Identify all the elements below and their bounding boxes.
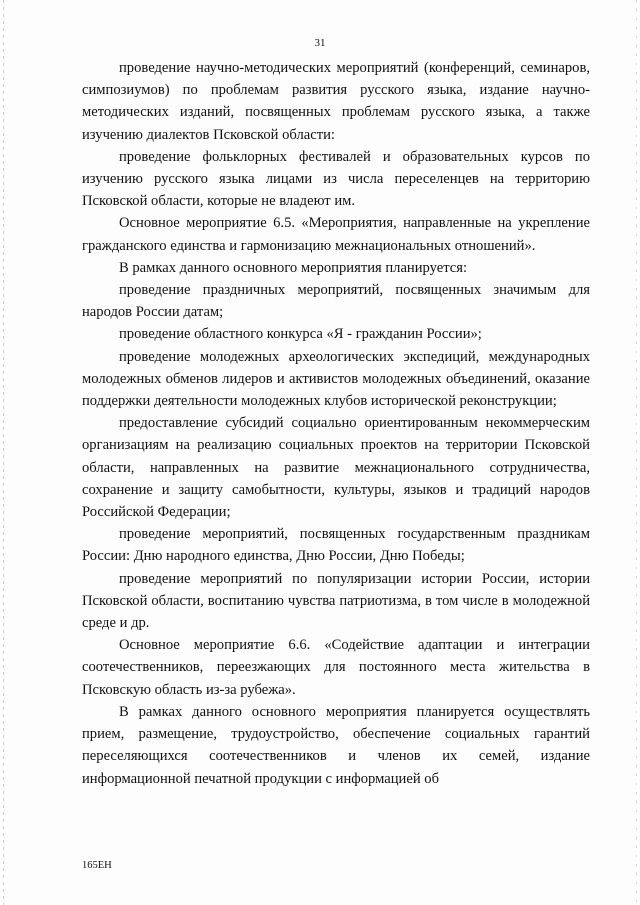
paragraph: В рамках данного основного мероприятия планируется осуществлять прием, размещение, трудоустройство, обеспечение социальных гарантий переселяющихся соотечественников и членов их семей, издание информационной печатной продукции с информацией об <box>82 703 590 787</box>
paragraph: проведение фольклорных фестивалей и образовательных курсов по изучению русского языка лицами из числа переселенцев на территорию Псковской области, которые не владеют им. <box>82 148 590 210</box>
paragraph: проведение научно-методических мероприятий (конференций, семинаров, симпозиумов) по проблемам развития русского языка, издание научно-методических изданий, посвященных проблемам русского языка, а также изучению диалектов Псковской области: <box>82 60 590 143</box>
paragraph: проведение праздничных мероприятий, посвященных значимым для народов России датам; <box>82 282 590 321</box>
paragraph: проведение областного конкурса «Я - гражданин России»; <box>119 326 482 343</box>
paragraph: Основное мероприятие 6.6. «Содействие адаптации и интеграции соотечественников, переезжающих для постоянного места жительства в Псковскую область из-за рубежа». <box>82 637 590 698</box>
page-number: 31 <box>314 37 326 49</box>
body-text <box>82 57 590 790</box>
paragraph: В рамках данного основного мероприятия планируется: <box>119 259 468 276</box>
scan-edge-right <box>636 0 637 905</box>
paragraph: проведение мероприятий по популяризации истории России, истории Псковской области, воспитанию чувства патриотизма, в том числе в молодежной среде и др. <box>82 570 590 632</box>
paragraph: предоставление субсидий социально ориентированным некоммерческим организациям на реализацию социальных проектов на территории Псковской области, направленных на развитие межнационального сотрудничества, сохранение и защиту самобытности, культуры, языков и традиций народов Российской Федерации; <box>82 415 590 521</box>
paragraph: Основное мероприятие 6.5. «Мероприятия, направленные на укрепление гражданского единства и гармонизацию межнациональных отношений». <box>82 215 590 254</box>
paragraph: проведение молодежных археологических экспедиций, международных молодежных обменов лидеров и активистов молодежных объединений, оказание поддержки деятельности молодежных клубов исторической реконструкции; <box>82 348 590 410</box>
scan-edge-left <box>3 0 4 905</box>
document-code: 165ЕН <box>82 860 112 871</box>
paragraph: проведение мероприятий, посвященных государственным праздникам России: Дню народного единства, Дню России, Дню Победы; <box>82 526 590 565</box>
